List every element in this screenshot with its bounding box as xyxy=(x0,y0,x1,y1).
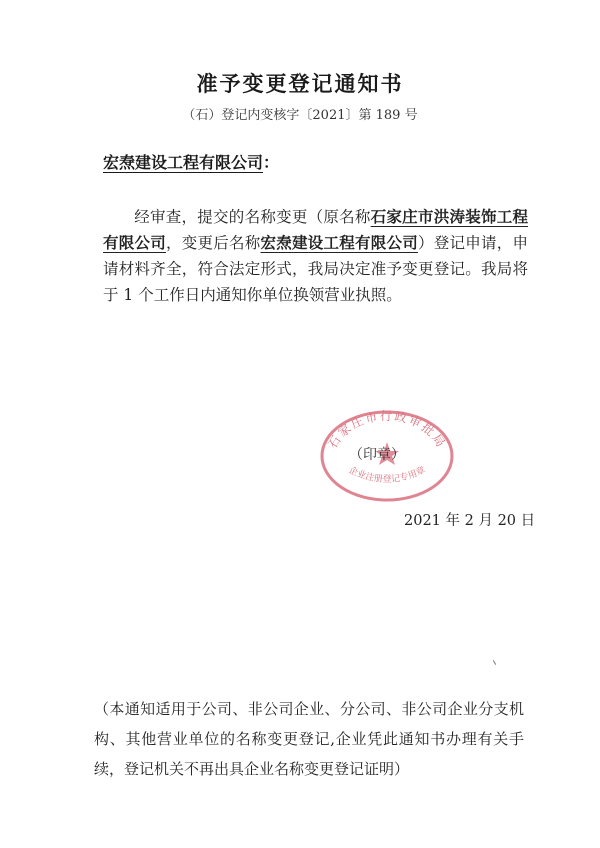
footer-note: （本通知适用于公司、非公司企业、分公司、非公司企业分支机构、其他营业单位的名称变更登记,企业凭此通知书办理有关手续，登记机关不再出具企业名称变更登记证明） xyxy=(94,700,524,778)
addressee xyxy=(103,150,279,173)
old-company-name: 石家庄市洪涛装饰工程有限公司 xyxy=(103,207,528,252)
notice-number: （石）登记内变核字〔2021〕第 189 号 xyxy=(182,108,418,123)
seal-bottom-text: 企业注册登记专用章 xyxy=(346,465,428,485)
addressee-name: 宏焘建设工程有限公司 xyxy=(103,153,264,172)
body-part-1: 经审查，提交的名称变更（原名称 xyxy=(134,208,371,226)
svg-text:企业注册登记专用章 xyxy=(347,464,427,485)
addressee-colon: ： xyxy=(263,153,280,172)
notice-body xyxy=(103,204,528,308)
new-company-name: 宏焘建设工程有限公司 xyxy=(260,233,418,252)
body-part-2: ，变更后名称 xyxy=(166,234,261,252)
notice-title: 准予变更登记通知书 xyxy=(196,71,404,96)
seal-label: （印章） xyxy=(349,447,405,463)
scan-mark xyxy=(493,660,496,665)
issue-date: 2021 年 2 月 20 日 xyxy=(404,513,536,529)
body-part-3: ）登记申请，申请材料齐全，符合法定形式，我局决定准予变更登记。我局将于 1 个工作日内通知你单位换领营业执照。 xyxy=(103,234,528,304)
seal-top-text: 石家庄市行政审批局 xyxy=(325,409,449,451)
